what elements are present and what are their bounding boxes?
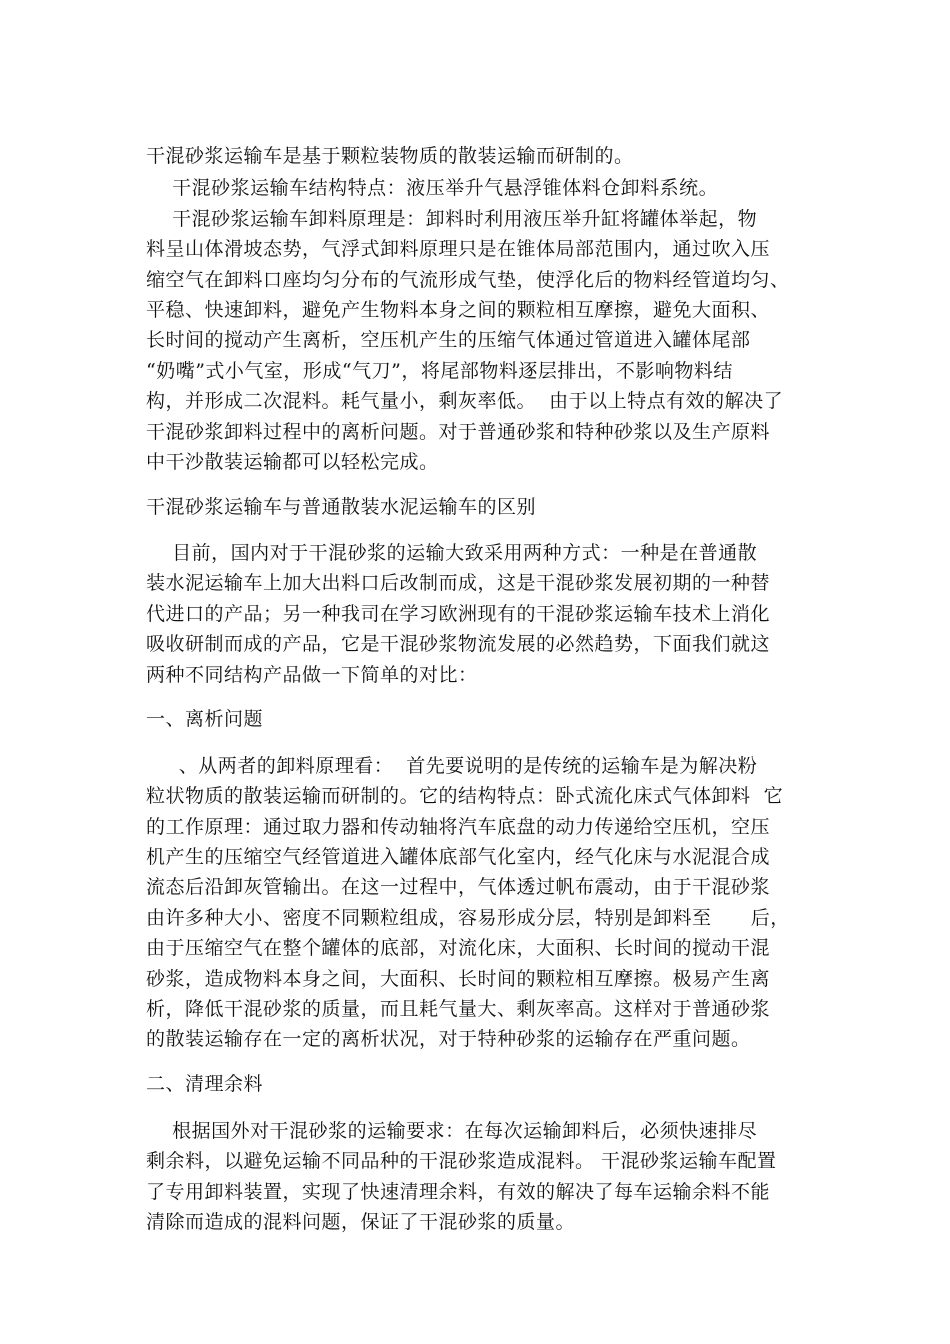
text-line: 、从两者的卸料原理看： 首先要说明的是传统的运输车是为解决粉 [146,755,758,777]
text-line: 目前，国内对于干混砂浆的运输大致采用两种方式：一种是在普通散 [146,542,758,564]
text-line: 由许多种大小、密度不同颗粒组成，容易形成分层，特别是卸料至 后， [146,907,790,929]
text-line: 料呈山体滑坡态势，气浮式卸料原理只是在锥体局部范围内，通过吹入压 [146,238,771,260]
text-line: 两种不同结构产品做一下简单的对比： [146,664,478,686]
text-line: 干混砂浆卸料过程中的离析问题。对于普通砂浆和特种砂浆以及生产原料 [146,421,771,443]
text-line: 机产生的压缩空气经管道进入罐体底部气化室内，经气化床与水泥混合成 [146,846,771,868]
text-line: 析，降低干混砂浆的质量，而且耗气量大、剩灰率高。这样对于普通砂浆 [146,998,771,1020]
text-line: 干混砂浆运输车结构特点：液压举升气悬浮锥体料仓卸料系统。 [146,177,719,199]
text-line: 代进口的产品；另一种我司在学习欧洲现有的干混砂浆运输车技术上消化 [146,603,771,625]
text-line: 中干沙散装运输都可以轻松完成。 [146,451,439,473]
text-line: 装水泥运输车上加大出料口后改制而成，这是干混砂浆发展初期的一种替 [146,572,771,594]
text-line: 平稳、快速卸料，避免产生物料本身之间的颗粒相互摩擦，避免大面积、 [146,299,771,321]
text-line: 缩空气在卸料口座均匀分布的气流形成气垫，使浮化后的物料经管道均匀、 [146,269,790,291]
text-line: 砂浆，造成物料本身之间，大面积、长时间的颗粒相互摩擦。极易产生离 [146,968,771,990]
text-line: 根据国外对干混砂浆的运输要求：在每次运输卸料后，必须快速排尽 [146,1120,758,1142]
section-heading: 二、清理余料 [146,1073,264,1095]
text-line: 剩余料，以避免运输不同品种的干混砂浆造成混料。 干混砂浆运输车配置 [146,1150,777,1172]
text-line: 清除而造成的混料问题，保证了干混砂浆的质量。 [146,1211,576,1233]
text-line: 了专用卸料装置，实现了快速清理余料，有效的解决了每车运输余料不能 [146,1181,771,1203]
text-line: 干混砂浆运输车是基于颗粒装物质的散装运输而研制的。 [146,145,634,167]
text-line: 吸收研制而成的产品，它是干混砂浆物流发展的必然趋势，下面我们就这 [146,633,771,655]
text-line: 由于压缩空气在整个罐体的底部，对流化床，大面积、长时间的搅动干混 [146,937,771,959]
text-line: 的工作原理：通过取力器和传动轴将汽车底盘的动力传递给空压机，空压 [146,816,771,838]
text-line: 的散装运输存在一定的离析状况，对于特种砂浆的运输存在严重问题。 [146,1028,751,1050]
text-line: “奶嘴”式小气室，形成“气刀”，将尾部物料逐层排出，不影响物料结 [146,360,733,382]
text-line: 粒状物质的散装运输而研制的。它的结构特点：卧式流化床式气体卸料 它 [146,785,784,807]
section-heading: 一、离析问题 [146,708,264,730]
text-line: 构，并形成二次混料。耗气量小，剩灰率低。 由于以上特点有效的解决了 [146,390,784,412]
text-line: 流态后沿卸灰管输出。在这一过程中，气体透过帆布震动，由于干混砂浆 [146,876,771,898]
text-line: 干混砂浆运输车卸料原理是：卸料时利用液压举升缸将罐体举起，物 [146,208,758,230]
text-line: 长时间的搅动产生离析，空压机产生的压缩气体通过管道进入罐体尾部 [146,329,751,351]
section-heading: 干混砂浆运输车与普通散装水泥运输车的区别 [146,496,537,518]
